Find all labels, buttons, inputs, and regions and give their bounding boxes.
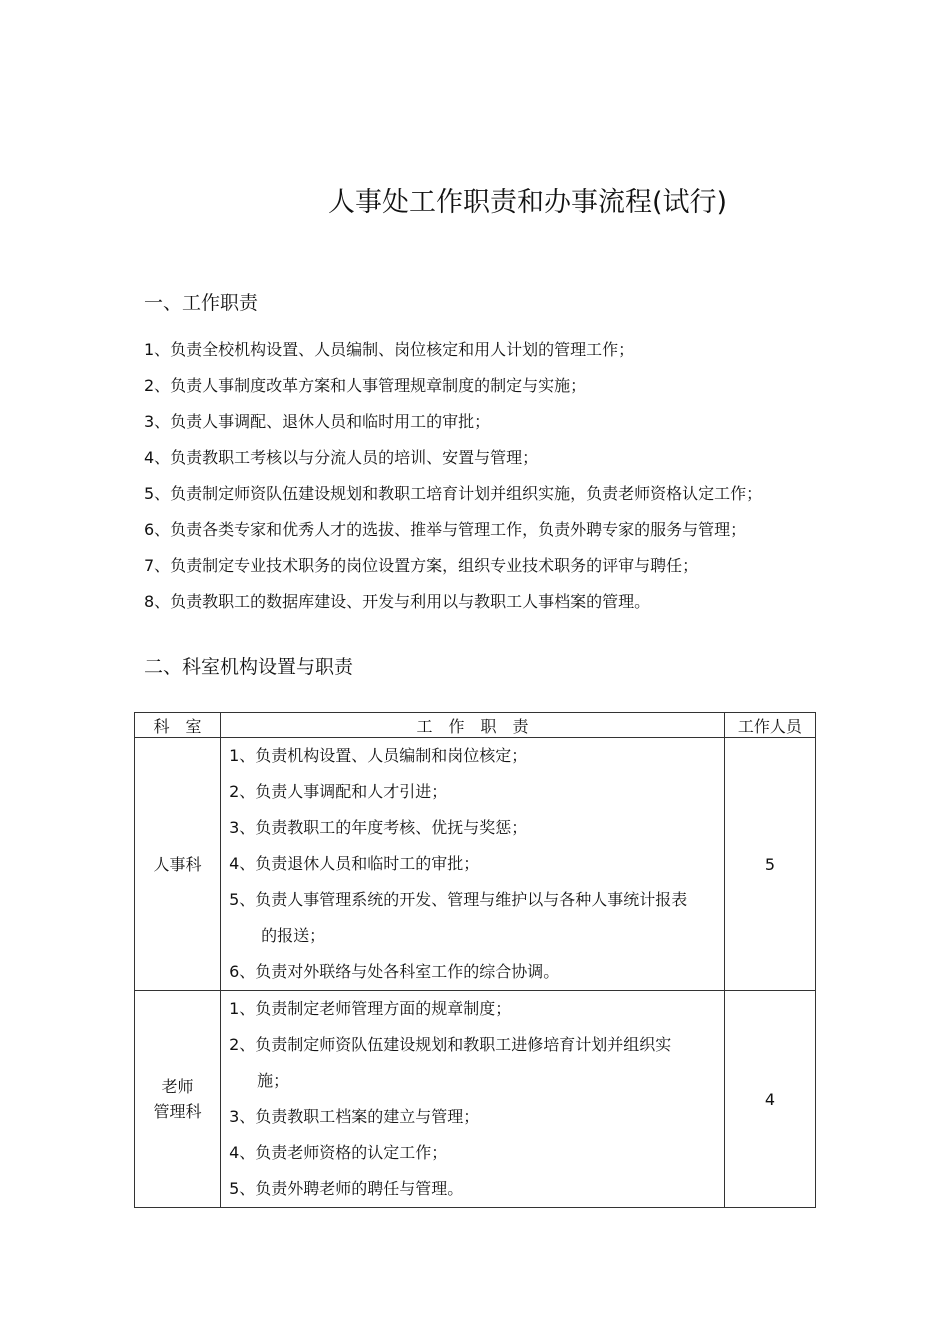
dept-duty-item: 2、负责制定师资队伍建设规划和教职工进修培育计划并组织实: [229, 1035, 672, 1054]
dept-duty-item-continuation: 的报送；: [261, 926, 326, 945]
duty-item: 3、负责人事调配、退休人员和临时用工的审批；: [144, 412, 491, 431]
dept-name-line: 老师: [161, 1077, 194, 1096]
dept-duty-item: 2、负责人事调配和人才引进；: [229, 782, 448, 801]
table-header-row: [135, 713, 816, 738]
dept-name: 人事科: [135, 738, 221, 991]
duty-item: 8、负责教职工的数据库建设、开发与利用以与教职工人事档案的管理。: [144, 592, 651, 611]
dept-duty-item-continuation: 施；: [257, 1071, 290, 1090]
duty-item: 4、负责教职工考核以与分流人员的培训、安置与管理；: [144, 448, 539, 467]
dept-duty-item: 1、负责机构设置、人员编制和岗位核定；: [229, 746, 528, 765]
dept-duty-item: 6、负责对外联络与处各科室工作的综合协调。: [229, 962, 560, 981]
department-table: [134, 712, 816, 1208]
duty-item: 7、负责制定专业技术职务的岗位设置方案，组织专业技术职务的评审与聘任；: [144, 556, 699, 575]
duty-item: 1、负责全校机构设置、人员编制、岗位核定和用人计划的管理工作；: [144, 340, 635, 359]
section-heading-departments: 二、科室机构设置与职责: [144, 656, 354, 678]
dept-duty-item: 3、负责教职工档案的建立与管理；: [229, 1107, 480, 1126]
dept-duty-item: 4、负责老师资格的认定工作；: [229, 1143, 448, 1162]
dept-duties: [221, 991, 725, 1208]
header-dept: 科 室: [135, 713, 221, 738]
table-row-personnel: [135, 738, 816, 991]
duty-item: 6、负责各类专家和优秀人才的选拔、推举与管理工作，负责外聘专家的服务与管理；: [144, 520, 747, 539]
dept-duty-item: 5、负责外聘老师的聘任与管理。: [229, 1179, 464, 1198]
duty-item: 2、负责人事制度改革方案和人事管理规章制度的制定与实施；: [144, 376, 587, 395]
dept-duty-item: 1、负责制定老师管理方面的规章制度；: [229, 999, 512, 1018]
duty-item: 5、负责制定师资队伍建设规划和教职工培育计划并组织实施，负责老师资格认定工作；: [144, 484, 763, 503]
section-heading-duties: 一、工作职责: [144, 292, 259, 314]
table-row-teacher-management: [135, 991, 816, 1208]
header-staff: 工作人员: [724, 713, 815, 738]
document-title: 人事处工作职责和办事流程(试行): [327, 187, 728, 218]
dept-name: [135, 991, 221, 1208]
duty-list: [144, 338, 762, 626]
dept-duty-item: 5、负责人事管理系统的开发、管理与维护以与各种人事统计报表: [229, 890, 688, 909]
dept-name-line: 管理科: [153, 1102, 202, 1121]
staff-count: 5: [724, 738, 815, 991]
dept-duty-item: 4、负责退休人员和临时工的审批；: [229, 854, 480, 873]
staff-count: 4: [724, 991, 815, 1208]
dept-duty-item: 3、负责教职工的年度考核、优抚与奖惩；: [229, 818, 528, 837]
dept-duties: [221, 738, 725, 991]
header-duties: 工 作 职 责: [221, 713, 725, 738]
